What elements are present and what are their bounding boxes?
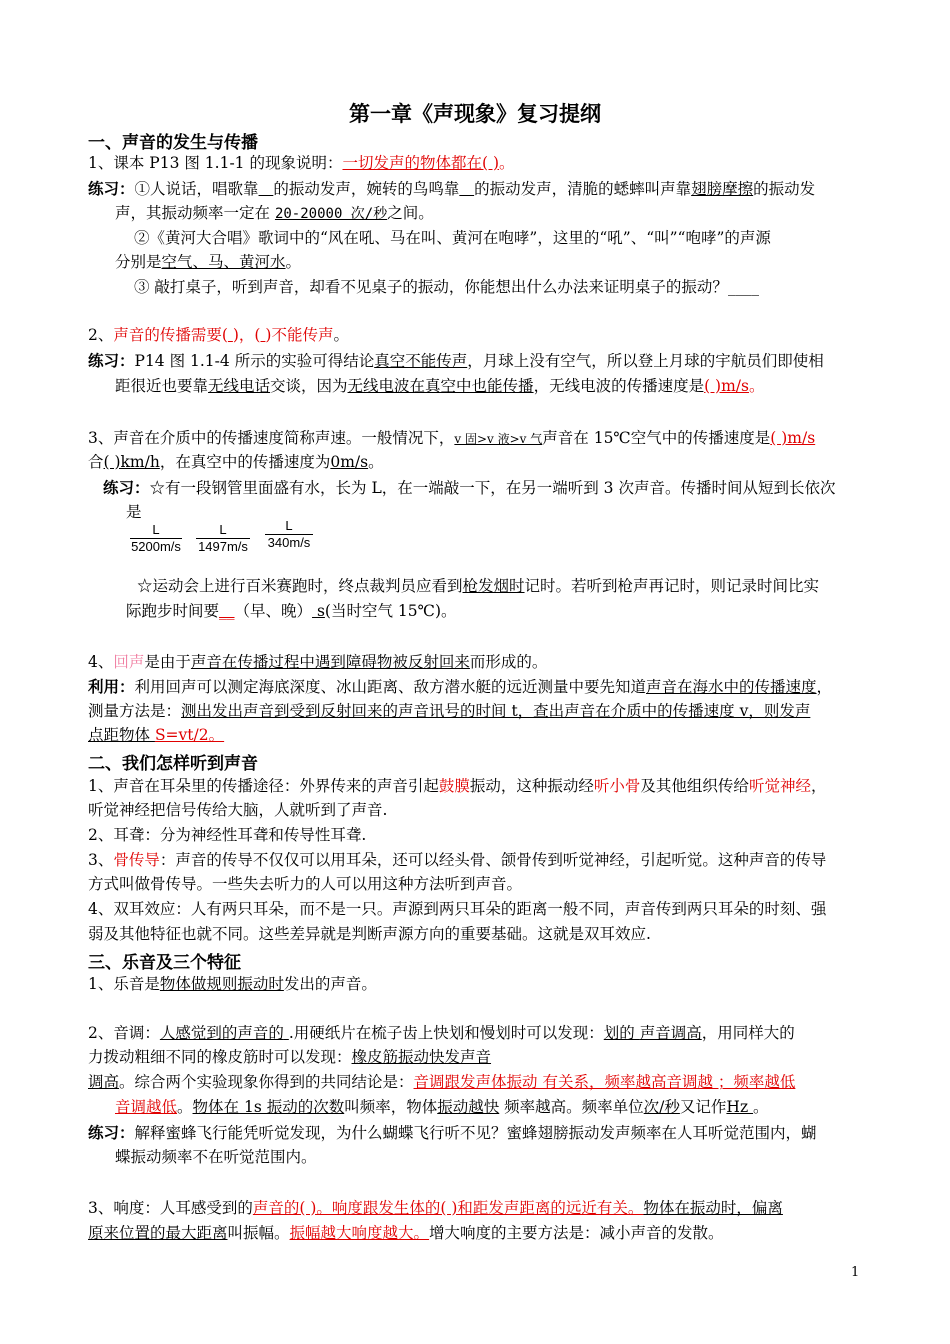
- exercise-7-cont: 蝶振动频率不在听觉范围内。: [115, 1148, 317, 1166]
- exercise-1: [88, 179, 815, 199]
- item-2-4: 4、双耳效应：人有两只耳朵，而不是一只。声源到两只耳朵的距离一般不同，声音传到两只耳朵的时刻、强: [88, 900, 827, 918]
- answer: 原来位置的最大距离: [88, 1224, 228, 1242]
- answer: 无线电话: [208, 377, 271, 395]
- text: 发出的声音。: [283, 975, 377, 993]
- text: ，用同样大的: [701, 1024, 795, 1042]
- answer: 声音在海水中的传播速度: [646, 678, 817, 696]
- text: ，: [810, 777, 827, 795]
- text: 。: [499, 154, 515, 172]
- text: 的振动发声，清脆的蟋蟀叫声靠: [474, 180, 692, 198]
- exercise-5: [103, 478, 835, 498]
- text-red: 。: [748, 377, 765, 395]
- answer: 无线电波在真空中也能传播: [347, 377, 534, 395]
- answer: v 固>v 液>v 气: [454, 432, 543, 446]
- answer: 声音在传播过程中遇到障碍物被反射回来: [190, 653, 470, 671]
- answer: 翅膀摩擦: [691, 180, 754, 198]
- answer-red: S=vt/2。: [154, 726, 225, 744]
- fraction-numerator: L: [285, 518, 293, 533]
- answer: 物体在振动时，偏离: [643, 1199, 783, 1217]
- text: 。: [333, 326, 349, 344]
- answer-red: 振幅越大响度越大。: [289, 1224, 430, 1242]
- text: 。: [285, 253, 302, 271]
- answer-red: ( )m/s: [704, 377, 749, 395]
- answer: Hz: [726, 1098, 754, 1116]
- text: 。: [368, 453, 384, 471]
- exercise-7: [88, 1123, 817, 1143]
- answer: 点距物体: [88, 726, 155, 744]
- item-3-3: [88, 1198, 783, 1218]
- text: 利用回声可以测定海底深度、冰山距离、敌方潜水艇的远近测量中要先知道: [134, 678, 647, 696]
- use-paragraph: [88, 677, 832, 697]
- text: .用硬纸片在梳子齿上快划和慢划时可以发现：: [288, 1024, 604, 1042]
- text: 及其他组织传给: [640, 777, 749, 795]
- text: 叫振幅。: [227, 1224, 290, 1242]
- item-2-1-cont: 听觉神经把信号传给大脑，人就听到了声音.: [88, 801, 388, 819]
- item-2-3-cont: 方式叫做骨传导。一些失去听力的人可以用这种方法听到声音。: [88, 875, 523, 893]
- text: 叫频率，物体: [344, 1098, 438, 1116]
- text: ☆运动会上进行百米赛跑时，终点裁判员应看到: [137, 577, 463, 595]
- text: 力拨动粗细不同的橡皮筋时可以发现：: [88, 1048, 352, 1066]
- text: ，无线电波的传播速度是: [533, 377, 705, 395]
- term: 听觉神经: [748, 777, 811, 795]
- text-red: 声音的传播需要(: [113, 326, 228, 344]
- item-3-2-cont-3: [115, 1097, 769, 1117]
- text: 2、: [88, 326, 114, 344]
- text: 是由于: [144, 653, 191, 671]
- term: 骨传导: [113, 851, 160, 869]
- text: 合: [88, 453, 104, 471]
- answer-red: 一切发声的物体都在( ): [342, 154, 500, 172]
- use-paragraph-cont-2: [88, 725, 224, 745]
- text: 分别是: [115, 253, 162, 271]
- item-2-3: [88, 850, 826, 870]
- item-3-3-cont: [88, 1223, 724, 1243]
- text: 的振动发声，婉转的鸟鸣靠: [273, 180, 460, 198]
- text: 之间。: [387, 204, 434, 222]
- item-3-1: [88, 974, 377, 994]
- text: 2、音调：: [88, 1024, 160, 1042]
- term: 回声: [113, 653, 145, 671]
- answer: 20-20000 次/秒: [274, 206, 388, 222]
- text: 3、响度：人耳感受到的: [88, 1199, 253, 1217]
- text: 1、乐音是: [88, 975, 160, 993]
- section-heading-3: 三、乐音及三个特征: [88, 953, 241, 973]
- answer: 橡皮筋振动快发声音: [351, 1048, 492, 1066]
- text: 交谈，因为: [270, 377, 348, 395]
- item-2-2: 2、耳聋：分为神经性耳聋和传导性耳聋.: [88, 826, 367, 844]
- text: P14 图 1.1-4 所示的实验可得结论: [134, 352, 375, 370]
- fraction-denominator: 1497m/s: [196, 538, 250, 555]
- label: 练习：: [103, 478, 150, 497]
- label: 练习：: [88, 179, 135, 198]
- blank: __: [219, 602, 235, 620]
- fraction-numerator: L: [152, 522, 160, 537]
- fraction-denominator: 5200m/s: [131, 539, 181, 554]
- exercise-4: [88, 351, 824, 371]
- exercise-5-cont: 是: [126, 503, 142, 521]
- answer-red: ( )m/s: [770, 429, 816, 447]
- text: 振动，这种振动经: [469, 777, 594, 795]
- answer: 枪发烟时: [462, 577, 525, 595]
- text: 。: [753, 1098, 769, 1116]
- text: ，月球上没有空气，所以登上月球的宇航员们即使相: [467, 352, 824, 370]
- exercise-2-cont: [115, 252, 301, 272]
- text: 1、声音在耳朵里的传播途径：外界传来的声音引起: [88, 777, 439, 795]
- answer: 测出发出声音到受到反射回来的声音讯号的时间 t，查出声音在介质中的传播速度 v，则发声: [181, 702, 811, 720]
- term: 鼓膜: [438, 777, 470, 795]
- answer: 物体做规则振动时: [159, 975, 284, 993]
- text: 距很近也要靠: [115, 377, 209, 395]
- text: ，在真空中的传播速度为: [159, 453, 331, 471]
- term: 听小骨: [593, 777, 641, 795]
- text: 声，其振动频率一定在: [115, 204, 275, 222]
- fraction-denominator: 340m/s: [265, 534, 313, 551]
- use-paragraph-cont: [88, 701, 810, 721]
- item-2-4-cont: 弱及其他特征也就不同。这些差异就是判断声源方向的重要基础。这就是双耳效应.: [88, 925, 651, 943]
- text: 3、: [88, 851, 114, 869]
- section-heading-2: 二、我们怎样听到声音: [88, 754, 258, 774]
- fraction-numerator: L: [219, 522, 227, 537]
- text-red: )，(: [232, 326, 261, 344]
- label: 练习：: [88, 1123, 135, 1142]
- text: ☆有一段钢管里面盛有水，长为 L，在一端敲一下，在另一端听到 3 次声音。传播时间从短到长依次: [149, 479, 836, 497]
- label: 利用：: [88, 677, 135, 696]
- answer: 声音调高: [639, 1024, 702, 1042]
- text: 记时。若听到枪声再记时，则记录时间比实: [524, 577, 820, 595]
- item-1-3-cont: [88, 452, 384, 472]
- text: ，: [816, 678, 833, 696]
- answer: 0m/s: [330, 453, 369, 471]
- answer: 调高: [88, 1073, 120, 1091]
- page-title: 第一章《声现象》复习提纲: [349, 102, 601, 126]
- answer-red: 声音的( )。响度跟发生体的( )和距发声距离的远近有关。: [252, 1199, 644, 1217]
- text: 3、声音在介质中的传播速度简称声速。一般情况下，: [88, 429, 455, 447]
- blank: ____: [727, 278, 759, 296]
- answer: 真空不能传声: [374, 352, 468, 370]
- text: ③ 敲打桌子，听到声音，却看不见桌子的振动，你能想出什么办法来证明桌子的振动？: [134, 278, 728, 296]
- answer: 次/秒: [643, 1098, 680, 1116]
- exercise-2: ②《黄河大合唱》歌词中的“风在吼、马在叫、黄河在咆哮”，这里的“吼”、“叫”“咆哮”的声源: [134, 229, 771, 247]
- exercise-6: [137, 576, 819, 596]
- text: 频率越高。频率单位: [499, 1098, 644, 1116]
- item-3-2-cont: [88, 1047, 491, 1067]
- text: 声音在 15℃空气中的传播速度是: [542, 429, 771, 447]
- section-heading-1: 一、声音的发生与传播: [88, 133, 258, 153]
- text: 的振动发: [753, 180, 816, 198]
- text: 解释蜜蜂飞行能凭听觉发现，为什么蝴蝶飞行听不见？蜜蜂翅膀振动发声频率在人耳听觉范围内，蝴: [134, 1124, 817, 1142]
- item-1-1: [88, 153, 515, 173]
- answer: 空气、马、黄河水: [161, 253, 286, 271]
- text: (当时空气 15℃)。: [324, 602, 457, 620]
- exercise-1-cont: [115, 203, 434, 224]
- fraction-air: [265, 518, 313, 551]
- answer-red: 音调越低: [115, 1098, 178, 1116]
- text: （早、晚）: [234, 602, 313, 620]
- answer: ( )km/h: [103, 453, 160, 471]
- exercise-6-cont: [126, 601, 457, 621]
- page-number: 1: [851, 1265, 860, 1280]
- item-3-2-cont-2: [88, 1072, 795, 1092]
- label: 练习：: [88, 351, 135, 370]
- text: ①人说话，唱歌靠: [134, 180, 259, 198]
- text: ：声音的传导不仅仅可以用耳朵，还可以经头骨、颌骨传到听觉神经，引起听觉。这种声音的传导: [159, 851, 827, 869]
- text: 际跑步时间要: [126, 602, 220, 620]
- text: 又记作: [679, 1098, 727, 1116]
- answer: 物体在 1s 振动的次数: [192, 1098, 345, 1116]
- fraction-steel: [130, 522, 182, 555]
- text: 增大响度的主要方法是：减小声音的发散。: [429, 1224, 724, 1242]
- item-3-2: [88, 1023, 795, 1043]
- text: 。: [177, 1098, 193, 1116]
- answer: 人感觉到的声音的: [159, 1024, 284, 1042]
- text: 而形成的。: [469, 653, 548, 671]
- exercise-4-cont: [115, 376, 765, 396]
- text: 。综合两个实验现象你得到的共同结论是：: [119, 1073, 414, 1091]
- text: 1、课本 P13 图 1.1-1 的现象说明：: [88, 154, 343, 172]
- text-red: )不能传声: [265, 326, 334, 344]
- item-2-1: [88, 776, 826, 796]
- text: 4、: [88, 653, 114, 671]
- item-1-3: [88, 428, 815, 449]
- fraction-water: [196, 522, 250, 555]
- blank: s: [312, 602, 325, 620]
- answer: 振动越快: [437, 1098, 500, 1116]
- answer-red: 音调跟发声体振动 有关系，频率越高音调越 ；频率越低: [413, 1073, 796, 1091]
- exercise-3: [134, 277, 759, 297]
- answer: 划的: [603, 1024, 640, 1042]
- text: 测量方法是：: [88, 702, 182, 720]
- item-1-4: [88, 652, 547, 672]
- item-1-2: [88, 325, 349, 345]
